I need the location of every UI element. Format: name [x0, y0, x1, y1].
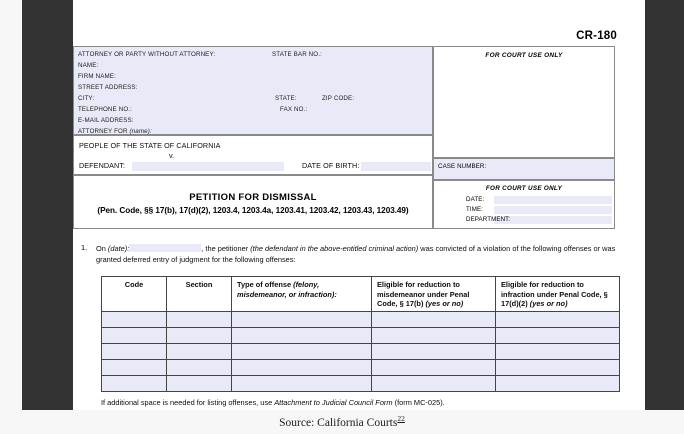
offense-cell[interactable]	[232, 344, 372, 360]
column-header-reduce-misdemeanor	[372, 277, 496, 312]
court-hearing-box	[433, 180, 615, 229]
column-header-infraction-hint: (yes or no)	[529, 299, 568, 309]
offense-cell[interactable]	[102, 360, 167, 376]
source-footnote-marker[interactable]: 22	[397, 414, 405, 423]
offense-cell[interactable]	[496, 360, 620, 376]
offense-cell[interactable]	[372, 328, 496, 344]
name-label: NAME:	[78, 62, 99, 69]
state-label: STATE:	[275, 95, 297, 102]
offense-cell[interactable]	[372, 360, 496, 376]
hearing-time-field[interactable]	[494, 206, 612, 214]
paragraph-1-text-a: On	[96, 244, 108, 253]
table-row	[102, 312, 620, 328]
cr180-form-sheet	[73, 0, 645, 410]
offense-cell[interactable]	[372, 344, 496, 360]
paragraph-1-text	[96, 243, 621, 265]
offense-cell[interactable]	[372, 312, 496, 328]
attorney-for-label	[78, 128, 152, 135]
offense-cell[interactable]	[496, 344, 620, 360]
paragraph-1-italic-clause: (the defendant in the above-entitled criminal action)	[250, 244, 419, 253]
for-court-use-only-label-2: FOR COURT USE ONLY	[485, 185, 563, 192]
offense-cell[interactable]	[167, 312, 232, 328]
offense-cell[interactable]	[167, 344, 232, 360]
offense-cell[interactable]	[167, 328, 232, 344]
offense-table-body	[102, 312, 620, 392]
offense-cell[interactable]	[232, 360, 372, 376]
viewer-left-gutter	[22, 0, 73, 410]
statute-line: (Pen. Code, §§ 17(b), 17(d)(2), 1203.4, 1203.4a, 1203.41, 1203.42, 1203.43, 1203.49)	[97, 206, 409, 215]
offense-cell[interactable]	[232, 328, 372, 344]
hearing-department-label: DEPARTMENT:	[466, 216, 511, 223]
people-line: PEOPLE OF THE STATE OF CALIFORNIA	[79, 141, 221, 150]
footer-note-text-a: If additional space is needed for listing offenses, use	[101, 398, 275, 407]
hearing-date-field[interactable]	[494, 196, 612, 204]
paragraph-1-text-c: was convicted of a violation of the following offenses or was granted deferred entry of judgment for the following offenses:	[96, 244, 616, 264]
source-caption-text: Source: California Courts	[279, 416, 398, 429]
city-label: CITY:	[78, 95, 95, 102]
column-header-section	[167, 277, 232, 312]
footer-note	[101, 398, 445, 407]
offense-cell[interactable]	[167, 360, 232, 376]
column-header-code	[102, 277, 167, 312]
paragraph-1-number: 1.	[81, 243, 88, 252]
offense-cell[interactable]	[232, 312, 372, 328]
footer-note-text-b: (form MC-025).	[392, 398, 445, 407]
case-number-box[interactable]	[433, 158, 615, 180]
table-row	[102, 344, 620, 360]
zip-code-label: ZIP CODE:	[322, 95, 355, 102]
offense-cell[interactable]	[102, 328, 167, 344]
offense-cell[interactable]	[496, 312, 620, 328]
viewer-right-gutter	[645, 0, 684, 410]
offense-table-header-row	[102, 277, 620, 312]
telephone-label: TELEPHONE NO.:	[78, 106, 133, 113]
for-court-use-only-box	[433, 46, 615, 158]
date-of-birth-field[interactable]	[361, 162, 431, 171]
document-page	[73, 0, 645, 410]
attorney-header-label: ATTORNEY OR PARTY WITHOUT ATTORNEY:	[78, 51, 216, 58]
paragraph-1-date-hint: (date):	[107, 244, 130, 253]
footer-note-italic: Attachment to Judicial Council Form	[274, 398, 393, 407]
column-header-section-label: Section	[185, 280, 213, 289]
hearing-time-label: TIME:	[466, 206, 483, 213]
page-title: PETITION FOR DISMISSAL	[189, 192, 317, 203]
form-title-box	[73, 175, 433, 229]
attorney-for-text: ATTORNEY FOR	[78, 128, 130, 135]
party-info-box[interactable]	[73, 135, 433, 175]
conviction-date-field[interactable]	[129, 244, 201, 252]
offense-cell[interactable]	[232, 376, 372, 392]
firm-name-label: FIRM NAME:	[78, 73, 116, 80]
column-header-reduce-infraction	[496, 277, 620, 312]
offense-cell[interactable]	[496, 328, 620, 344]
column-header-code-label: Code	[124, 280, 144, 289]
date-of-birth-label: DATE OF BIRTH:	[302, 161, 360, 170]
form-number: CR-180	[576, 30, 617, 42]
paragraph-1-text-b: , the petitioner	[201, 244, 251, 253]
form-caption-block	[73, 46, 615, 229]
offense-table	[101, 276, 620, 392]
attorney-for-name-hint: (name):	[129, 128, 152, 135]
offense-cell[interactable]	[167, 376, 232, 392]
versus-label: v.	[169, 151, 175, 160]
source-caption	[0, 414, 684, 429]
table-row	[102, 328, 620, 344]
state-bar-label: STATE BAR NO.:	[272, 51, 322, 58]
email-label: E-MAIL ADDRESS:	[78, 117, 134, 124]
column-header-type-hint: (felony, misdemeanor, or infraction):	[237, 280, 337, 299]
column-header-misdemeanor-hint: (yes or no)	[425, 299, 464, 309]
hearing-date-label: DATE:	[466, 196, 485, 203]
offense-cell[interactable]	[102, 344, 167, 360]
defendant-field[interactable]	[132, 162, 284, 171]
offense-cell[interactable]	[102, 312, 167, 328]
offense-cell[interactable]	[372, 376, 496, 392]
column-header-infraction-label: Eligible for reduction to infraction under Penal Code, § 17(d)(2)	[501, 280, 608, 309]
case-number-label: CASE NUMBER:	[438, 163, 487, 170]
column-header-misdemeanor-label: Eligible for reduction to misdemeanor under Penal Code, § 17(b)	[377, 280, 470, 309]
column-header-type-label: Type of offense	[237, 280, 294, 289]
paragraph-1	[73, 243, 621, 265]
offense-cell[interactable]	[102, 376, 167, 392]
offense-cell[interactable]	[496, 376, 620, 392]
for-court-use-only-label: FOR COURT USE ONLY	[485, 52, 563, 59]
table-row	[102, 360, 620, 376]
column-header-type-of-offense	[232, 277, 372, 312]
attorney-info-box[interactable]	[73, 46, 433, 135]
street-address-label: STREET ADDRESS:	[78, 84, 138, 91]
defendant-label: DEFENDANT:	[79, 161, 126, 170]
hearing-department-field[interactable]	[494, 216, 612, 224]
table-row	[102, 376, 620, 392]
fax-label: FAX NO.:	[280, 106, 308, 113]
